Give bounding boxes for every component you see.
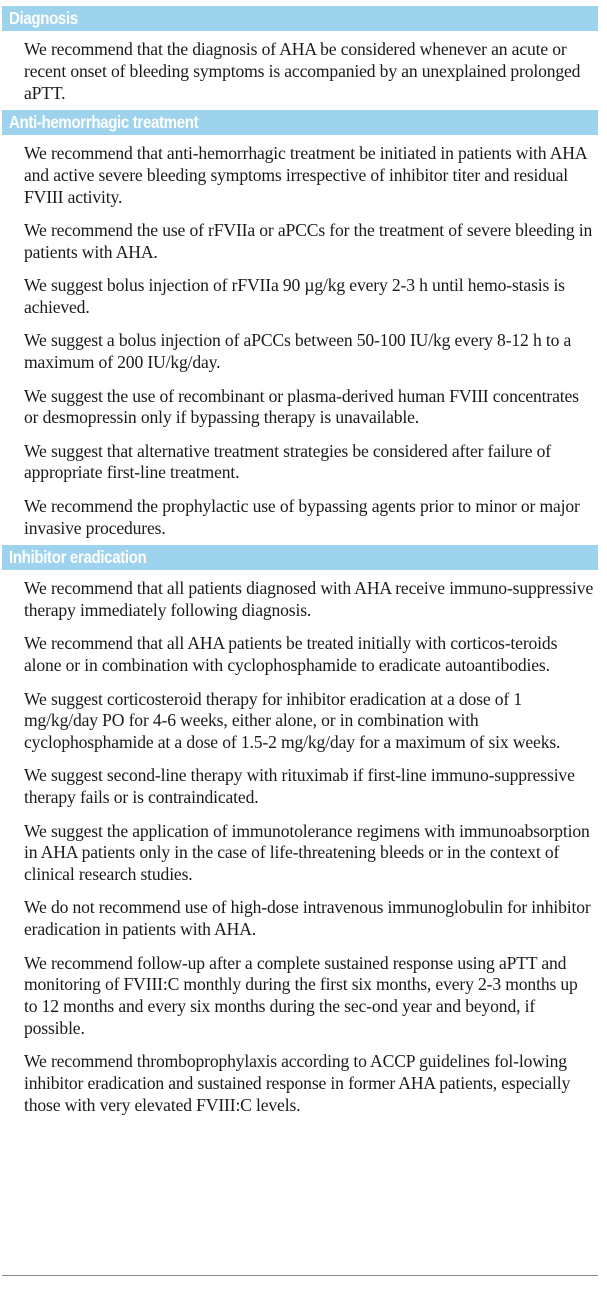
section-header-diagnosis xyxy=(2,6,598,31)
recommendation-item: We suggest corticosteroid therapy for inhibitor eradication at a dose of 1 mg/kg/day PO for 4-6 weeks, either alone, or in combination with cyclophosphamide at a dose of 1.5-2 mg/kg/day for a maximum of six weeks. xyxy=(24,688,561,753)
section-title: Anti-hemorrhagic treatment xyxy=(9,112,199,133)
recommendation-item: We recommend that all patients diagnosed with AHA receive immuno-suppressive therapy immediately following diagnosis. xyxy=(24,578,594,621)
section-diagnosis xyxy=(2,6,598,110)
section-body xyxy=(2,31,598,110)
recommendation-item: We recommend that all AHA patients be treated initially with corticos-teroids alone or in combination with cyclophosphamide to eradicate autoantibodies. xyxy=(24,633,558,676)
recommendation-item: We do not recommend use of high-dose intravenous immunoglobulin for inhibitor eradication in patients with AHA. xyxy=(24,897,591,940)
recommendation-item: We suggest a bolus injection of aPCCs between 50-100 IU/kg every 8-12 h to a maximum of 200 IU/kg/day. xyxy=(24,330,572,373)
recommendation-item: We recommend that anti-hemorrhagic treatment be initiated in patients with AHA and active severe bleeding symptoms irrespective of inhibitor titer and residual FVIII activity. xyxy=(24,143,587,207)
recommendation-item: We suggest second-line therapy with rituximab if first-line immuno-suppressive therapy fails or is contraindicated. xyxy=(24,765,575,808)
section-body xyxy=(2,570,598,1122)
recommendation-item: We suggest that alternative treatment strategies be considered after failure of appropriate first-line treatment. xyxy=(24,440,552,483)
recommendation-item: We recommend thromboprophylaxis according to ACCP guidelines fol-lowing inhibitor eradication and sustained response in former AHA patients, especially those with very elevated FVIII:C levels. xyxy=(24,1051,571,1115)
recommendation-item: We recommend the use of rFVIIa or aPCCs for the treatment of severe bleeding in patients with AHA. xyxy=(24,220,593,263)
section-title: Inhibitor eradication xyxy=(9,547,147,568)
section-header-anti-hemorrhagic xyxy=(2,110,598,135)
section-header-inhibitor-eradication xyxy=(2,545,598,570)
section-title: Diagnosis xyxy=(9,8,78,28)
section-body xyxy=(2,135,598,545)
recommendations-table xyxy=(2,6,598,1123)
recommendation-item: We recommend the prophylactic use of bypassing agents prior to minor or major invasive procedures. xyxy=(24,495,580,538)
recommendation-item: We suggest bolus injection of rFVIIa 90 µg/kg every 2-3 h until hemo-stasis is achieved. xyxy=(24,275,565,318)
bottom-rule xyxy=(2,1275,598,1276)
section-inhibitor-eradication xyxy=(2,545,598,1122)
recommendation-item: We recommend that the diagnosis of AHA be considered whenever an acute or recent onset of bleeding symptoms is accompanied by an unexplained prolonged aPTT. xyxy=(24,39,581,103)
recommendation-item: We suggest the application of immunotolerance regimens with immunoabsorption in AHA patients only in the case of life-threatening bleeds or in the context of clinical research studies. xyxy=(24,820,590,885)
section-anti-hemorrhagic-treatment xyxy=(2,110,598,545)
recommendation-item: We recommend follow-up after a complete sustained response using aPTT and monitoring of FVIII:C monthly during the first six months, every 2-3 months up to 12 months and every six months during the sec-ond year and beyond, if possible. xyxy=(24,952,578,1038)
recommendation-item: We suggest the use of recombinant or plasma-derived human FVIII concentrates or desmopressin only if bypassing therapy is unavailable. xyxy=(24,385,579,428)
